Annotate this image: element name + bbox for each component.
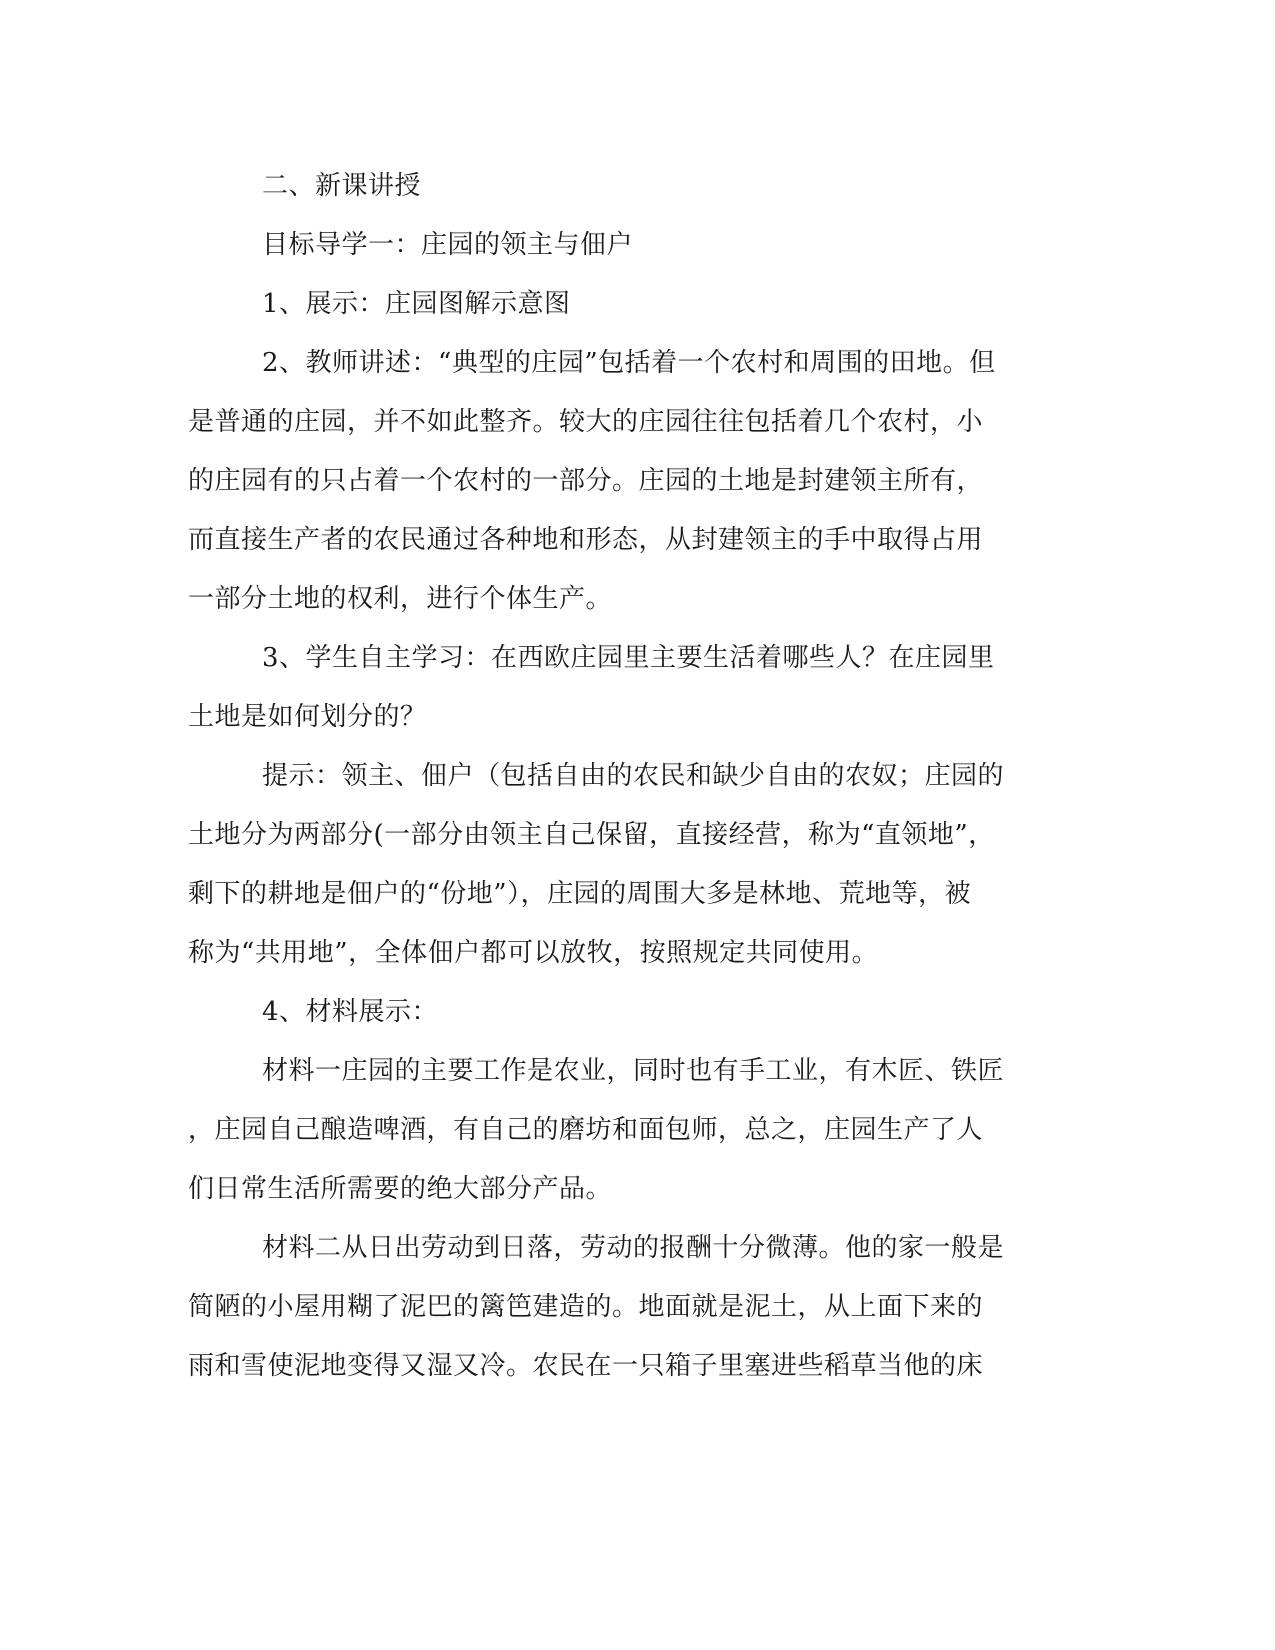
text-line: 材料二从日出劳动到日落，劳动的报酬十分微薄。他的家一般是 [262,1233,1005,1263]
text-line: 称为“共用地”，全体佃户都可以放牧，按照规定共同使用。 [188,938,879,968]
text-line: ，庄园自己酿造啤酒，有自己的磨坊和面包师，总之，庄园生产了人 [188,1115,984,1145]
text-line: 的庄园有的只占着一个农村的一部分。庄园的土地是封建领主所有， [188,466,984,496]
text-line: 而直接生产者的农民通过各种地和形态，从封建领主的手中取得占用 [188,525,984,555]
text-line: 们日常生活所需要的绝大部分产品。 [188,1174,613,1204]
text-line: 土地分为两部分(一部分由领主自己保留，直接经营，称为“直领地”， [188,820,995,850]
text-line: 材料一庄园的主要工作是农业，同时也有手工业，有木匠、铁匠 [262,1056,1005,1086]
text-line: 雨和雪使泥地变得又湿又冷。农民在一只箱子里塞进些稻草当他的床 [188,1351,984,1381]
text-line: 1、展示：庄园图解示意图 [262,289,571,319]
text-line: 3、学生自主学习：在西欧庄园里主要生活着哪些人？在庄园里 [262,643,995,673]
text-line: 2、教师讲述：“典型的庄园”包括着一个农村和周围的田地。但 [262,348,996,378]
text-line: 提示：领主、佃户（包括自由的农民和缺少自由的农奴；庄园的 [262,761,1005,791]
section-heading: 二、新课讲授 [262,171,422,201]
text-line: 4、材料展示： [262,997,439,1027]
text-line: 土地是如何划分的？ [188,702,427,732]
text-line: 剩下的耕地是佃户的“份地”），庄园的周围大多是林地、荒地等，被 [188,879,972,909]
text-line: 一部分土地的权利，进行个体生产。 [188,584,613,614]
text-line: 是普通的庄园，并不如此整齐。较大的庄园往往包括着几个农村，小 [188,407,984,437]
text-line: 简陋的小屋用糊了泥巴的篱笆建造的。地面就是泥土，从上面下来的 [188,1292,984,1322]
subsection-heading: 目标导学一：庄园的领主与佃户 [262,230,634,260]
